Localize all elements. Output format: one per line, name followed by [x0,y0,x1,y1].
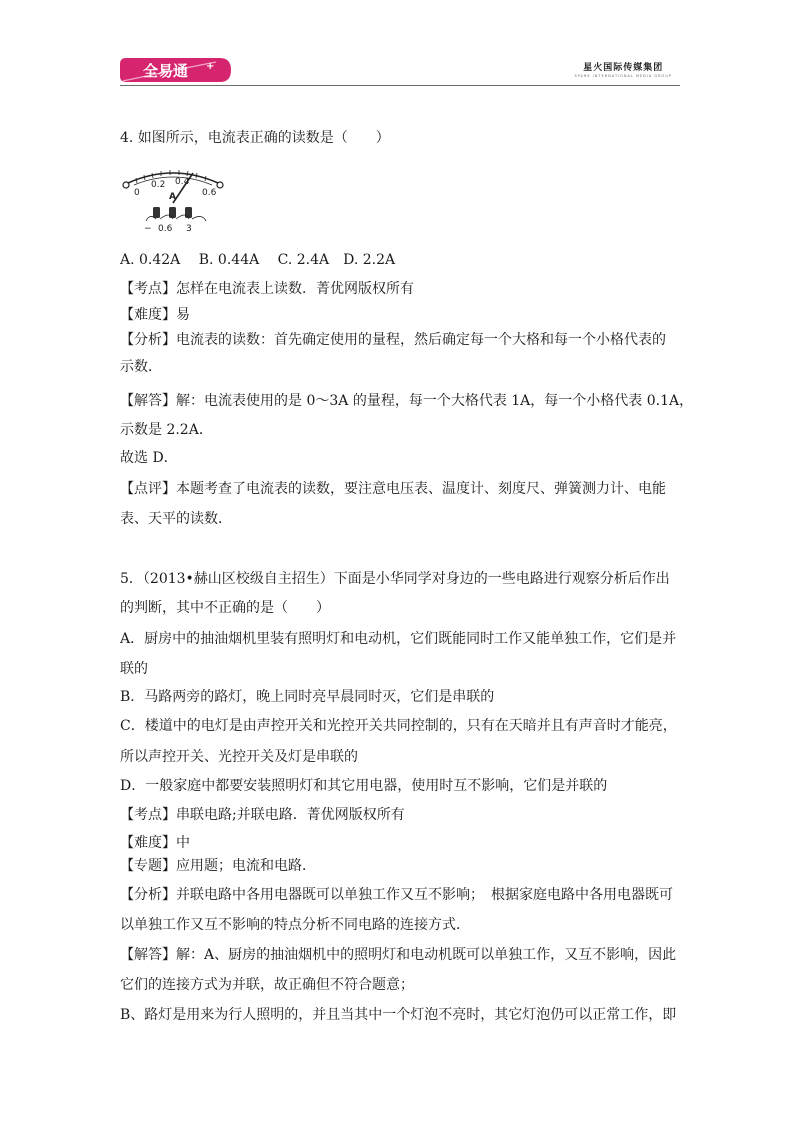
terminal-posts [153,207,192,218]
q4-options: A. 0.42A B. 0.44A C. 2.4A D. 2.2A [120,252,396,268]
logo-plus: + [206,61,215,72]
q4-kaodian: 【考点】怎样在电流表上读数．菁优网版权所有 [120,281,414,297]
header-rule [120,85,680,86]
q5-analysis-line-2: 以单独工作又互不影响的特点分析不同电路的连接方式． [120,917,470,933]
scale-label-0.6: 0.6 [202,188,217,198]
q4-answer: 故选 D． [120,450,178,466]
q4-analysis-line-1: 【分析】电流表的读数：首先确定使用的量程，然后确定每一个大格和每一个小格代表的 [120,332,666,348]
terminal-0.6: 0.6 [158,224,173,234]
q4-solution-line-2: 示数是 2.2A． [120,422,213,438]
q5-topic: 【专题】应用题；电流和电路． [120,858,316,874]
q4-comment-line-2: 表、天平的读数． [120,511,232,527]
q5-question-line-1: 5．（2013•赫山区校级自主招生）下面是小华同学对身边的一些电路进行观察分析后作出 [120,571,670,587]
brand-name-en: SPARK INTERNATIONAL MEDIA GROUP [574,74,672,78]
q5-question-line-2: 的判断，其中不正确的是（ ） [120,600,330,616]
unit-label: A [169,192,176,202]
q5-solution-line-3: B、路灯是用来为行人照明的，并且当其中一个灯泡不亮时，其它灯泡仍可以正常工作，即 [120,1007,677,1023]
q5-analysis-line-1: 【分析】并联电路中各用电器既可以单独工作又互不影响； 根据家庭电路中各用电器既可 [120,887,673,903]
q5-option-d: D．一般家庭中都要安装照明灯和其它用电器，使用时互不影响，它们是并联的 [120,778,608,794]
publisher-brand [574,60,672,78]
q4-analysis-line-2: 示数． [120,359,162,375]
terminal-minus: − [144,224,152,234]
scale-label-0: 0 [134,188,140,198]
logo-text: 全易通 [143,62,189,80]
q4-difficulty: 【难度】易 [120,307,190,323]
scale-label-0.4: 0.4 [175,177,190,187]
q5-kaodian: 【考点】串联电路;并联电路．菁优网版权所有 [120,807,405,823]
q5-option-a-line-1: A．厨房中的抽油烟机里装有照明灯和电动机，它们既能同时工作又能单独工作，它们是并 [120,631,677,647]
q5-option-b: B．马路两旁的路灯，晚上同时亮早晨同时灭，它们是串联的 [120,689,495,705]
q5-solution-line-2: 它们的连接方式为并联，故正确但不符合题意； [120,977,414,993]
q5-option-c-line-1: C．楼道中的电灯是由声控开关和光控开关共同控制的，只有在天暗并且有声音时才能亮， [120,718,677,734]
q5-difficulty: 【难度】中 [120,835,190,851]
brand-logo [120,57,232,83]
ammeter-figure [120,165,226,237]
page-header [120,56,680,86]
q5-option-c-line-2: 所以声控开关、光控开关及灯是串联的 [120,749,358,765]
q5-solution-line-1: 【解答】解：A、厨房的抽油烟机中的照明灯和电动机既可以单独工作，又互不影响，因此 [120,947,677,963]
q5-option-a-line-2: 联的 [120,661,148,677]
q4-solution-line-1: 【解答】解：电流表使用的是 0～3A 的量程，每一个大格代表 1A，每一个小格代表 0.1A， [120,393,694,409]
q4-comment-line-1: 【点评】本题考查了电流表的读数，要注意电压表、温度计、刻度尺、弹簧测力计、电能 [120,481,666,497]
scale-label-0.2: 0.2 [151,180,166,190]
terminal-3: 3 [186,224,192,234]
brand-name-cn: 星火国际传媒集团 [583,63,664,73]
q4-question: 4. 如图所示，电流表正确的读数是（ ） [120,130,390,146]
